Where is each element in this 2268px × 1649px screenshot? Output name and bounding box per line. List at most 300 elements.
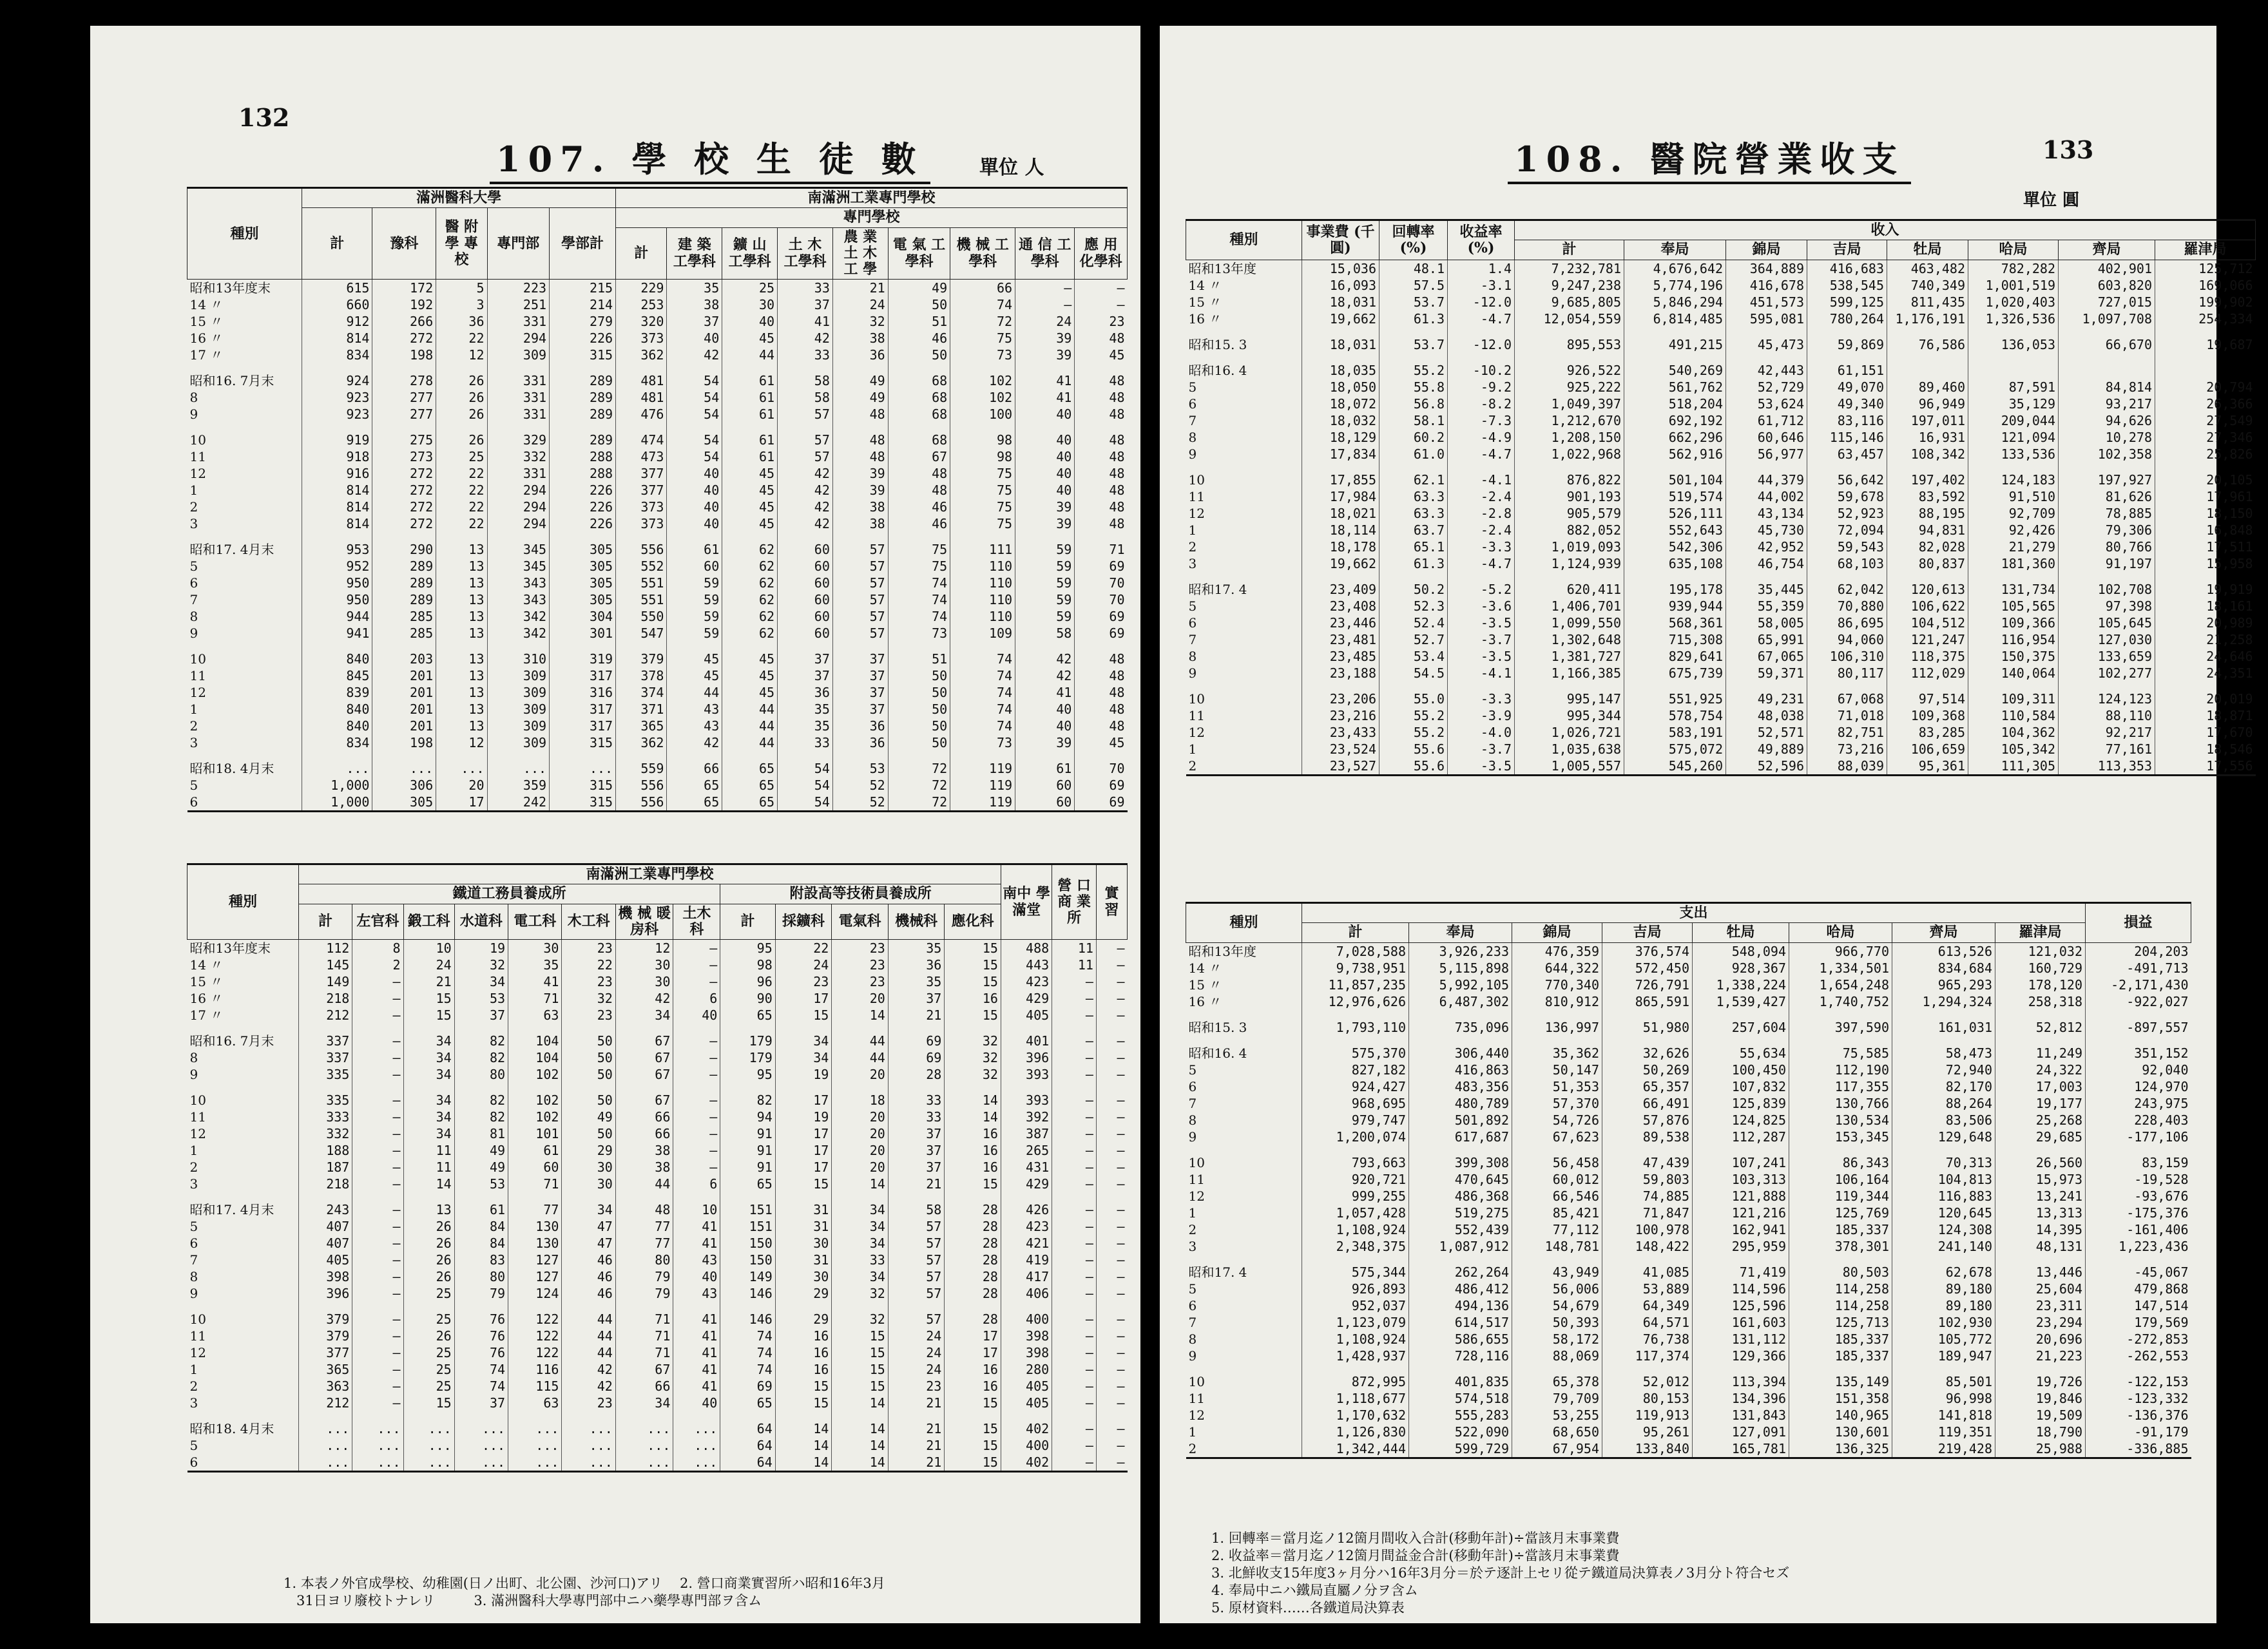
- spacer-cell: [1693, 1364, 1789, 1373]
- spacer-cell: [550, 423, 616, 432]
- table-cell: 9,247,238: [1515, 277, 1624, 294]
- table-cell: 32: [832, 1311, 889, 1328]
- row-label: 昭和16. 4: [1188, 1045, 1247, 1061]
- row-label: 3: [1188, 1238, 1197, 1254]
- table-cell: —: [1096, 1159, 1127, 1176]
- table-cell: 23,481: [1302, 631, 1379, 648]
- table-cell: 161,603: [1693, 1314, 1789, 1331]
- table-cell: 59: [1015, 558, 1075, 575]
- table-cell: 73: [888, 625, 950, 642]
- table-cell: 60: [778, 541, 833, 558]
- table-cell: 17,511: [2155, 539, 2256, 555]
- spacer-cell: [298, 1083, 352, 1092]
- spacer-cell: [1807, 327, 1887, 336]
- table-cell: 59,869: [1807, 336, 1887, 353]
- table-cell: -272,853: [2086, 1331, 2191, 1348]
- table-cell: 21: [888, 1007, 945, 1024]
- spacer-cell: [1512, 1036, 1602, 1045]
- table-cell: 53,624: [1726, 396, 1807, 412]
- table-cell: 377: [298, 1344, 352, 1361]
- spacer-cell: [1186, 327, 1302, 336]
- table-cell: 331: [487, 465, 550, 482]
- table-cell: 185,337: [1789, 1348, 1892, 1364]
- table-cell: 42: [667, 347, 722, 363]
- table-cell: 17,834: [1302, 446, 1379, 462]
- table-cell: 827,182: [1302, 1062, 1409, 1078]
- table-cell: 41: [673, 1344, 720, 1361]
- table-cell: 14: [832, 1454, 889, 1472]
- table-cell: 12: [436, 734, 487, 751]
- table-cell: 73,216: [1807, 741, 1887, 758]
- table-row: [187, 1361, 1128, 1378]
- t107b-header-15: 營 口 商 業 所: [1052, 864, 1097, 940]
- table-cell: 45: [1075, 734, 1128, 751]
- table-cell: 62: [722, 575, 778, 591]
- table-row: [187, 465, 1128, 482]
- table-cell: 24,351: [2155, 665, 2256, 682]
- table-cell: 6,487,302: [1409, 993, 1512, 1010]
- table-cell: 23: [1075, 313, 1128, 330]
- spacer-cell: [1512, 1010, 1602, 1019]
- table-cell: 49: [454, 1142, 508, 1159]
- table-cell: 33: [832, 1252, 889, 1268]
- table-cell: 865,591: [1602, 993, 1693, 1010]
- table-cell: 279: [550, 313, 616, 330]
- table-cell: 377: [616, 482, 667, 499]
- t107b-header-13: 應化科: [945, 904, 1001, 940]
- table-cell: 373: [616, 515, 667, 532]
- table-cell: 79: [615, 1285, 673, 1302]
- table-cell: 315: [550, 347, 616, 363]
- table-cell: 16: [775, 1361, 832, 1378]
- table-cell: 392: [1001, 1109, 1052, 1125]
- table-row: [1186, 1188, 2191, 1205]
- spacer-cell: [888, 423, 950, 432]
- table-cell: 74: [950, 718, 1015, 734]
- table-cell: 33: [778, 734, 833, 751]
- spacer-row: [187, 1411, 1128, 1420]
- table-cell: 109,311: [1968, 691, 2059, 707]
- table-cell: 119,913: [1602, 1407, 1693, 1424]
- page-number-left: 132: [238, 103, 290, 132]
- table-cell: 10: [403, 940, 454, 957]
- table-cell: 30: [722, 296, 778, 313]
- table-row: [187, 389, 1128, 406]
- table-cell: 15: [403, 1007, 454, 1024]
- table-cell: 559: [616, 760, 667, 777]
- table-cell: 162,941: [1693, 1221, 1789, 1238]
- spacer-cell: [888, 532, 950, 541]
- table-cell: 48: [888, 465, 950, 482]
- spacer-cell: [187, 532, 302, 541]
- table-cell: 72,094: [1807, 522, 1887, 539]
- spacer-cell: [302, 751, 372, 760]
- t107a-header-4: 專門部: [487, 208, 550, 280]
- spacer-cell: [888, 1083, 945, 1092]
- table-cell: 1,108,924: [1302, 1331, 1409, 1348]
- table-cell: 5,774,196: [1624, 277, 1726, 294]
- spacer-cell: [1693, 1036, 1789, 1045]
- table-cell: 595,081: [1726, 310, 1807, 327]
- table-row: [1186, 1221, 2191, 1238]
- table-cell: ...: [550, 760, 616, 777]
- spacer-cell: [2059, 353, 2155, 362]
- spacer-cell: [1186, 353, 1302, 362]
- table-cell: 575,344: [1302, 1264, 1409, 1281]
- table-cell: 416,683: [1807, 260, 1887, 277]
- spacer-cell: [1052, 1024, 1097, 1033]
- spacer-cell: [720, 1192, 775, 1201]
- spacer-cell: [1075, 423, 1128, 432]
- table-cell: —: [1096, 1378, 1127, 1395]
- table-cell: —: [352, 1361, 403, 1378]
- table-cell: 122: [508, 1328, 562, 1344]
- table-cell: 169,066: [2155, 277, 2256, 294]
- table-cell: 23,188: [1302, 665, 1379, 682]
- table-cell: 57: [832, 541, 888, 558]
- table-cell: 52.3: [1379, 598, 1448, 615]
- table-cell: 726,791: [1602, 977, 1693, 993]
- table-cell: 603,820: [2059, 277, 2155, 294]
- table-cell: 74: [888, 591, 950, 608]
- spacer-cell: [1001, 1024, 1052, 1033]
- row-label: 12: [1188, 1407, 1205, 1423]
- table-cell: 18,790: [1995, 1424, 2086, 1440]
- spacer-cell: [1001, 1192, 1052, 1201]
- table-cell: 486,368: [1409, 1188, 1512, 1205]
- spacer-cell: [1602, 1036, 1693, 1045]
- table-cell: 52: [832, 777, 888, 794]
- table-cell: 620,411: [1515, 581, 1624, 598]
- table-cell: 188: [298, 1142, 352, 1159]
- table-cell: 151: [720, 1218, 775, 1235]
- table-cell: 59: [1015, 541, 1075, 558]
- table-cell: -3.7: [1448, 741, 1515, 758]
- spacer-cell: [616, 751, 667, 760]
- table-cell: 575,072: [1624, 741, 1726, 758]
- table-cell: 1,123,079: [1302, 1314, 1409, 1331]
- table-cell: 426: [1001, 1201, 1052, 1218]
- table-cell: 105,342: [1968, 741, 2059, 758]
- table-cell: 48: [832, 448, 888, 465]
- row-label: 9: [189, 1067, 198, 1083]
- spacer-cell: [1602, 1255, 1693, 1264]
- table-cell: 204,203: [2086, 942, 2191, 960]
- table-cell: 24: [888, 1361, 945, 1378]
- table-row: [187, 1218, 1128, 1235]
- table-cell: 21: [888, 1454, 945, 1472]
- row-label: 8: [1188, 1331, 1197, 1347]
- spacer-cell: [945, 1411, 1001, 1420]
- spacer-cell: [722, 423, 778, 432]
- row-label: 3: [189, 1395, 198, 1411]
- table-cell: 37: [832, 684, 888, 701]
- table-cell: —: [673, 1142, 720, 1159]
- table-cell: 23,433: [1302, 724, 1379, 741]
- table-cell: 572,450: [1602, 960, 1693, 977]
- spacer-cell: [1186, 1036, 1302, 1045]
- spacer-cell: [1015, 423, 1075, 432]
- table-cell: 810,912: [1512, 993, 1602, 1010]
- spacer-cell: [436, 642, 487, 651]
- table-cell: 335: [298, 1066, 352, 1083]
- table-cell: 280: [1001, 1361, 1052, 1378]
- table-cell: 814: [302, 515, 372, 532]
- spacer-cell: [454, 1192, 508, 1201]
- row-label: 5: [189, 1219, 198, 1235]
- table-cell: 38: [832, 330, 888, 347]
- table-cell: 405: [1001, 1395, 1052, 1411]
- table-cell: 125,839: [1693, 1095, 1789, 1112]
- spacer-cell: [1186, 1255, 1302, 1264]
- table-cell: 317: [550, 701, 616, 718]
- table-row: [187, 1268, 1128, 1285]
- table-cell: 13: [436, 591, 487, 608]
- table-cell: -4.9: [1448, 429, 1515, 446]
- t107a-sub-b: 專門學校: [616, 208, 1128, 227]
- table-row: [1186, 665, 2256, 682]
- table-cell: 91,197: [2059, 555, 2155, 572]
- table-cell: —: [1052, 1420, 1097, 1437]
- row-label: 12: [189, 1126, 206, 1142]
- table-cell: 56,642: [1807, 472, 1887, 488]
- table-cell: 35: [888, 973, 945, 990]
- table-cell: 37: [778, 667, 833, 684]
- spacer-row: [187, 751, 1128, 760]
- table-cell: —: [352, 973, 403, 990]
- table-cell: 75: [888, 541, 950, 558]
- table-cell: 87,591: [1968, 379, 2059, 396]
- table-cell: 48: [1075, 389, 1128, 406]
- table-cell: 402: [1001, 1454, 1052, 1472]
- t108b-header-7: 齊局: [1892, 923, 1995, 942]
- spacer-cell: [775, 1083, 832, 1092]
- table-cell: 74: [720, 1344, 775, 1361]
- table-cell: 148,422: [1602, 1238, 1693, 1255]
- table-cell: 397,590: [1789, 1019, 1892, 1036]
- table-cell: 64,571: [1602, 1314, 1693, 1331]
- table-cell: 197,402: [1887, 472, 1968, 488]
- table-cell: 69: [1075, 625, 1128, 642]
- spacer-cell: [832, 423, 888, 432]
- table-cell: 44: [722, 701, 778, 718]
- spacer-row: [1186, 327, 2256, 336]
- table-cell: 56,006: [1512, 1281, 1602, 1297]
- table-cell: 22: [436, 465, 487, 482]
- table-cell: 48: [1075, 482, 1128, 499]
- spacer-cell: [1409, 1145, 1512, 1154]
- table-cell: 203: [372, 651, 436, 667]
- row-label: 16 〃: [189, 330, 224, 347]
- table-cell: 14: [832, 1437, 889, 1454]
- table-cell: 129,366: [1693, 1348, 1789, 1364]
- table-cell: 107,832: [1693, 1078, 1789, 1095]
- table-cell: 14: [832, 1176, 889, 1192]
- table-cell: 48: [615, 1201, 673, 1218]
- spacer-cell: [1186, 572, 1302, 581]
- spacer-cell: [1186, 462, 1302, 472]
- table-cell: 47,439: [1602, 1154, 1693, 1171]
- t107b-header-12: 機械科: [888, 904, 945, 940]
- table-row: [187, 1344, 1128, 1361]
- table-cell: 66,546: [1512, 1188, 1602, 1205]
- table-cell: 94: [720, 1109, 775, 1125]
- table-cell: 74: [720, 1361, 775, 1378]
- table-cell: 82,751: [1807, 724, 1887, 741]
- table-cell: 110: [950, 608, 1015, 625]
- table-cell: 146: [720, 1311, 775, 1328]
- row-label: 昭和17. 4月末: [189, 542, 274, 558]
- table-cell: 463,482: [1887, 260, 1968, 277]
- spacer-cell: [1789, 1010, 1892, 1019]
- table-row: [187, 701, 1128, 718]
- table-cell: 32: [945, 1049, 1001, 1066]
- table-cell: 150: [720, 1252, 775, 1268]
- spacer-cell: [1302, 327, 1379, 336]
- table-cell: 65,378: [1512, 1373, 1602, 1390]
- table-cell: 92,217: [2059, 724, 2155, 741]
- table-cell: 122: [508, 1344, 562, 1361]
- table-cell: 33: [888, 1092, 945, 1109]
- table-cell: 192: [372, 296, 436, 313]
- table-cell: 107,241: [1693, 1154, 1789, 1171]
- table-cell: 59: [667, 608, 722, 625]
- table-cell: 22: [562, 957, 615, 973]
- table-cell: 54: [778, 794, 833, 812]
- table-cell: 48: [832, 406, 888, 423]
- t108b-header-9: 損益: [2086, 903, 2191, 943]
- table-cell: 50: [562, 1049, 615, 1066]
- table-cell: 36: [832, 718, 888, 734]
- row-label: 10: [189, 651, 206, 667]
- table-row: [1186, 1331, 2191, 1348]
- table-cell: 57: [888, 1218, 945, 1235]
- t108a-header-11: 羅津局: [2155, 240, 2256, 260]
- table-cell: 49: [832, 389, 888, 406]
- spacer-row: [1186, 1364, 2191, 1373]
- table-cell: 331: [487, 389, 550, 406]
- table-cell: 60: [667, 558, 722, 575]
- table-cell: 1,176,191: [1887, 310, 1968, 327]
- table-cell: 305: [550, 541, 616, 558]
- table-cell: 34: [615, 1395, 673, 1411]
- table-cell: 201: [372, 718, 436, 734]
- table-cell: 45,473: [1726, 336, 1807, 353]
- table-cell: 12: [615, 940, 673, 957]
- table-cell: 108,342: [1887, 446, 1968, 462]
- table-cell: 925,222: [1515, 379, 1624, 396]
- table-cell: ...: [673, 1437, 720, 1454]
- table-cell: 61,712: [1726, 412, 1807, 429]
- table-cell: 923: [302, 389, 372, 406]
- table-cell: 23,294: [1995, 1314, 2086, 1331]
- spacer-cell: [1968, 462, 2059, 472]
- row-label: 14 〃: [189, 957, 224, 973]
- table-cell: -3.5: [1448, 758, 1515, 776]
- table-cell: 67,068: [1807, 691, 1887, 707]
- row-label: 5: [189, 558, 198, 575]
- table-cell: 106,310: [1807, 648, 1887, 665]
- table-cell: 21: [403, 973, 454, 990]
- table-cell: —: [673, 1049, 720, 1066]
- table-cell: 396: [1001, 1049, 1052, 1066]
- table-cell: 55.2: [1379, 707, 1448, 724]
- table-cell: 49: [454, 1159, 508, 1176]
- spacer-cell: [775, 1411, 832, 1420]
- table-cell: 55.8: [1379, 379, 1448, 396]
- spacer-row: [1186, 1145, 2191, 1154]
- table-cell: ...: [298, 1454, 352, 1472]
- table-cell: 15,973: [1995, 1171, 2086, 1188]
- table-cell: 20: [832, 1142, 889, 1159]
- table-cell: 26: [403, 1252, 454, 1268]
- table-cell: 965,293: [1892, 977, 1995, 993]
- table-cell: 11,249: [1995, 1045, 2086, 1062]
- table-cell: —: [1052, 1142, 1097, 1159]
- table-cell: 88,069: [1512, 1348, 1602, 1364]
- table-cell: 178,120: [1995, 977, 2086, 993]
- table-cell: 17: [775, 1092, 832, 1109]
- table-cell: 71,018: [1807, 707, 1887, 724]
- table-cell: 518,204: [1624, 396, 1726, 412]
- table-cell: 218: [298, 990, 352, 1007]
- spacer-cell: [778, 423, 833, 432]
- spacer-cell: [1075, 363, 1128, 372]
- table-cell: 451,573: [1726, 294, 1807, 310]
- table-cell: 966,770: [1789, 942, 1892, 960]
- table-cell: 50: [888, 684, 950, 701]
- table-cell: 26,366: [2155, 396, 2256, 412]
- table-cell: 332: [487, 448, 550, 465]
- row-label: 9: [189, 406, 198, 423]
- table-cell: ...: [508, 1454, 562, 1472]
- table-cell: 7,028,588: [1302, 942, 1409, 960]
- table-cell: -9.2: [1448, 379, 1515, 396]
- table-cell: —: [1052, 1159, 1097, 1176]
- table-cell: 289: [372, 575, 436, 591]
- spacer-cell: [775, 1302, 832, 1311]
- table-cell: 1,026,721: [1515, 724, 1624, 741]
- table-cell: 52,012: [1602, 1373, 1693, 1390]
- spacer-cell: [950, 363, 1015, 372]
- table-cell: 72,940: [1892, 1062, 1995, 1078]
- spacer-cell: [950, 423, 1015, 432]
- row-label: 11: [189, 1328, 206, 1344]
- table-cell: 20,696: [1995, 1331, 2086, 1348]
- table-cell: 33: [888, 1109, 945, 1125]
- table-row: [1186, 691, 2256, 707]
- spacer-cell: [1995, 1036, 2086, 1045]
- table-cell: 294: [487, 499, 550, 515]
- table-cell: —: [352, 1049, 403, 1066]
- table-cell: 18,546: [2155, 741, 2256, 758]
- table-cell: 9,738,951: [1302, 960, 1409, 977]
- table-cell: -262,553: [2086, 1348, 2191, 1364]
- table-cell: 715,308: [1624, 631, 1726, 648]
- table-cell: 519,275: [1409, 1205, 1512, 1221]
- row-label: 11: [1188, 1171, 1205, 1187]
- table-cell: 379: [616, 651, 667, 667]
- table-row: [187, 1285, 1128, 1302]
- row-label: 5: [189, 1438, 198, 1454]
- table-cell: -2.4: [1448, 488, 1515, 505]
- table-cell: 60,646: [1726, 429, 1807, 446]
- table-cell: 130: [508, 1235, 562, 1252]
- table-cell: 40: [1015, 432, 1075, 448]
- table-cell: -12.0: [1448, 294, 1515, 310]
- table-cell: 41: [673, 1378, 720, 1395]
- table-cell: 42: [1015, 667, 1075, 684]
